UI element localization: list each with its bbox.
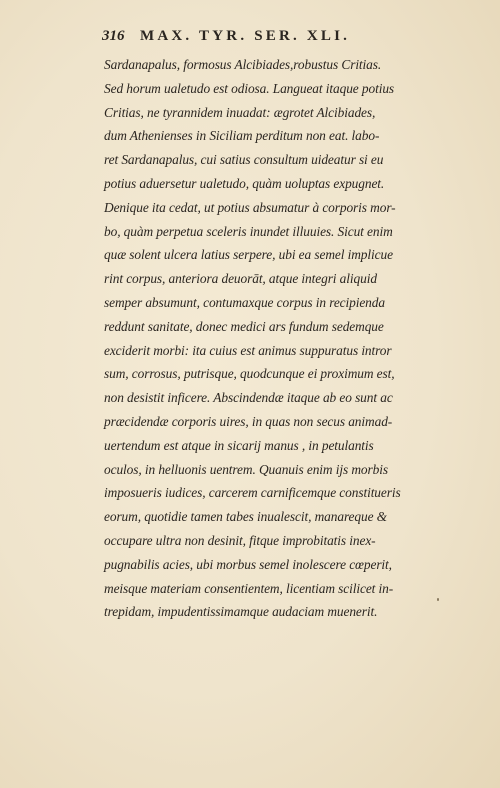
text-line: Critias, ne tyrannidem inuadat: ægrotet Alcibiades, bbox=[104, 104, 376, 120]
text-line: eorum, quotidie tamen tabes inualescit, manareque & bbox=[104, 509, 388, 525]
text-line: oculos, in helluonis uentrem. Quanuis enim ijs morbis bbox=[104, 461, 388, 477]
text-line: præcidendæ corporis uires, in quas non secus animad- bbox=[104, 413, 393, 429]
text-line: imposueris iudices, carcerem carnificemque constitueris bbox=[104, 485, 401, 501]
text-line: bo, quàm perpetua sceleris inundet illuuies. Sicut enim bbox=[104, 223, 393, 239]
text-line: dum Athenienses in Siciliam perditum non eat. labo- bbox=[104, 128, 380, 144]
text-line: sum, corrosus, putrisque, quodcunque ei proximum est, bbox=[104, 366, 395, 382]
text-line: potius aduersetur ualetudo, quàm uoluptas expugnet. bbox=[104, 175, 385, 191]
running-head: MAX. TYR. SER. XLI. bbox=[140, 28, 351, 44]
body-text bbox=[104, 53, 449, 624]
text-line: uertendum est atque in sicarij manus , in petulantis bbox=[104, 437, 374, 453]
page-number: 316 bbox=[102, 28, 125, 44]
text-line: occupare ultra non desinit, fitque improbitatis inex- bbox=[104, 532, 376, 548]
text-line: rint corpus, anteriora deuorāt, atque integri aliquid bbox=[104, 271, 377, 287]
text-line: reddunt sanitate, donec medici ars fundum sedemque bbox=[104, 318, 384, 334]
text-line: Sed horum ualetudo est odiosa. Langueat itaque potius bbox=[104, 80, 395, 96]
text-line: exciderit morbi: ita cuius est animus suppuratus intror bbox=[104, 342, 392, 358]
text-line: Sardanapalus, formosus Alcibiades,robustus Critias. bbox=[104, 57, 382, 72]
text-line: ret Sardanapalus, cui satius consultum uideatur si eu bbox=[104, 152, 384, 168]
text-line: semper absumunt, contumaxque corpus in recipienda bbox=[104, 294, 385, 310]
text-line: meisque materiam consentientem, licentiam scilicet in- bbox=[104, 580, 394, 596]
text-line: trepidam, impudentissimamque audaciam muenerit. bbox=[104, 604, 378, 620]
text-line: Denique ita cedat, ut potius absumatur à corporis mor- bbox=[104, 199, 396, 215]
page-header bbox=[102, 28, 432, 50]
text-line: quæ solent ulcera latius serpere, ubi ea semel implicue bbox=[104, 247, 393, 263]
text-line: pugnabilis acies, ubi morbus semel inolescere cœperit, bbox=[104, 556, 392, 572]
paper-fleck bbox=[437, 598, 439, 601]
text-line: non desistit inficere. Abscindendæ itaque ab eo sunt ac bbox=[104, 390, 393, 406]
